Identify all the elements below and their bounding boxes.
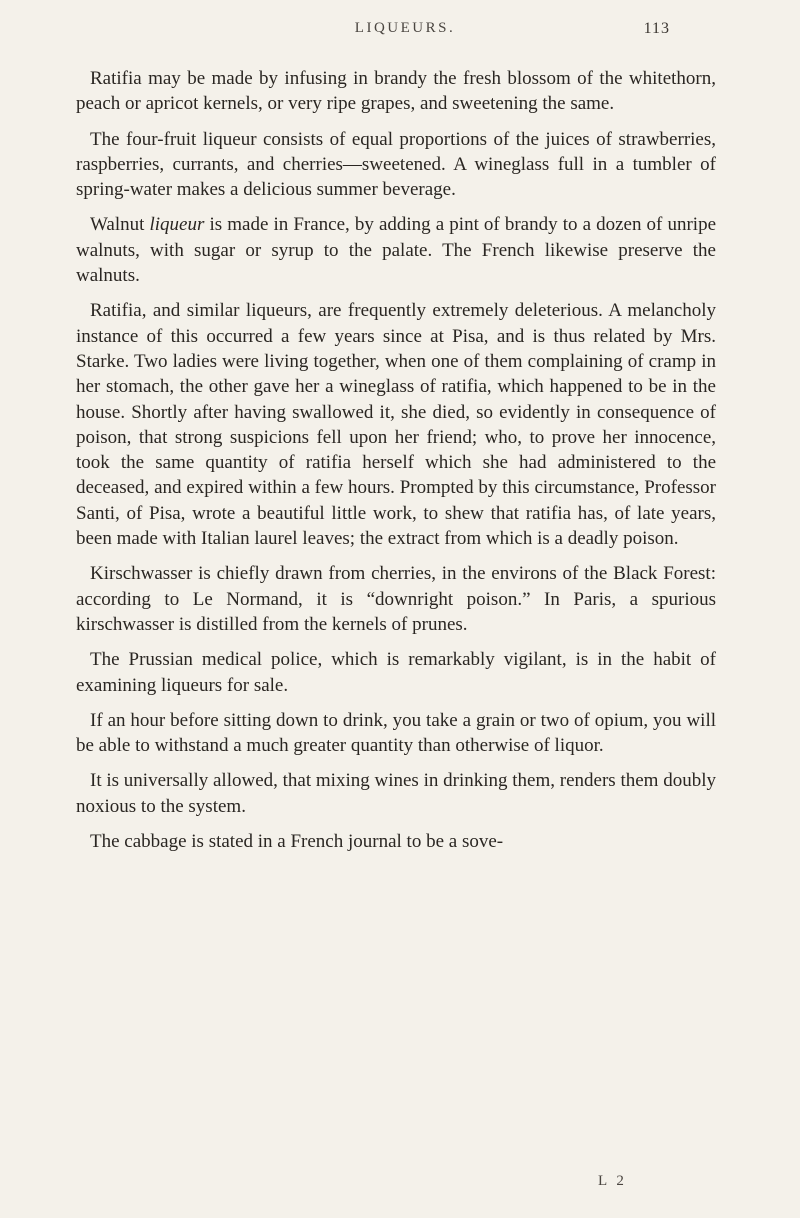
paragraph-four-fruit-liqueur: The four-fruit liqueur consists of equal proportions of the juices of strawberries, raspberries, currants, and cherries—sweetened. A wineglass full in a tumbler of spring-water makes a delicious summer beverage.	[76, 128, 716, 201]
page-number: 113	[643, 20, 670, 37]
paragraph-walnut-liqueur	[76, 212, 716, 288]
paragraph-ratifia-infusion: Ratifia may be made by infusing in brandy the fresh blossom of the whitethorn, peach or apricot kernels, or very ripe grapes, and sweetening the same.	[76, 68, 716, 115]
running-head	[0, 20, 800, 50]
walnut-rest: is made in France, by adding a pint of brandy to a dozen of unripe walnuts, with sugar or syrup to the palate. The French likewise preserve the walnuts.	[76, 214, 716, 287]
paragraph-kirschwasser: Kirschwasser is chiefly drawn from cherries, in the environs of the Black Forest: according to Le Normand, it is “downright poison.” In Paris, a spurious kirschwasser is distilled from the kernels of prunes.	[76, 563, 716, 635]
body-text	[76, 66, 716, 854]
paragraph-prussian-police: The Prussian medical police, which is remarkably vigilant, is in the habit of examining liqueurs for sale.	[76, 649, 716, 696]
paragraph-opium: If an hour before sitting down to drink, you take a grain or two of opium, you will be able to withstand a much greater quantity than otherwise of liquor.	[76, 709, 716, 757]
paragraph-ratifia-danger: Ratifia, and similar liqueurs, are frequently extremely deleterious. A melancholy instance of this occurred a few years since at Pisa, and is thus related by Mrs. Starke. Two ladies were living together, when one of them complaining of cramp in her stomach, the other gave her a wineglass of ratifia, which happened to be in the house. Shortly after having swallowed it, she died, so evidently in consequence of poison, that strong suspicions fell upon her friend; who, to prove her innocence, took the same quantity of ratifia herself which she had administered to the deceased, and expired within a few hours. Prompted by this circumstance, Professor Santi, of Pisa, wrote a beautiful little work, to shew that ratifia has, of late years, been made with Italian laurel leaves; the extract from which is a deadly poison.	[76, 300, 716, 550]
walnut-lead: Walnut	[90, 214, 150, 236]
signature-mark: L 2	[598, 1173, 627, 1189]
paragraph-mixing-wines: It is universally allowed, that mixing wines in drinking them, renders them doubly noxious to the system.	[76, 770, 716, 817]
paragraph-cabbage: The cabbage is stated in a French journal to be a sove-	[90, 831, 504, 853]
walnut-liqueur-italic: liqueur	[149, 214, 205, 236]
running-head-title: LIQUEURS.	[354, 20, 456, 36]
